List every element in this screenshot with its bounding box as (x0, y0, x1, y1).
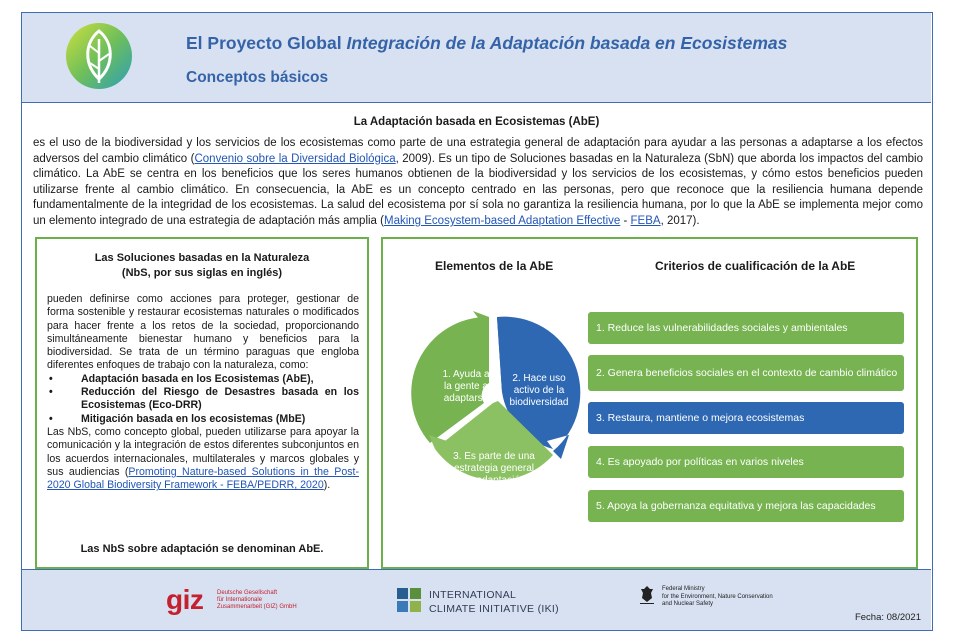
fact-sheet-frame (21, 12, 933, 631)
elements-title: Elementos de la AbE (435, 259, 554, 273)
cbd-link[interactable]: Convenio sobre la Diversidad Biológica (194, 152, 396, 165)
iki-logo-icon (397, 588, 421, 612)
elements-panel (381, 237, 918, 569)
nbs-body: pueden definirse como acciones para proteger, gestionar de forma sostenible y restaurar ecosistemas naturales o modificados para hacer frente a los retos de la sociedad, proporcionando simultáneamente bienestar humano y beneficios para la biodiversidad. Se trata de un término paraguas que engloba diferentes enfoques de trabajo con la naturaleza, como: • Adaptación basada en los Ecosistemas (AbE), • Reducción del Riesgo de Desastres basada en los Ecosistemas (Eco-DRR) • Mitigación basada en los ecosistemas (MbE) Las NbS, como concepto global, pueden utilizarse para apoyar la comunicación y la integración de estos diferentes subconjuntos en los acuerdos internacionales, multilaterales y marcos globales y sus audiencias (Promoting Nature-based Solutions in the Post-2020 Global Biodiversity Framework - FEBA/PEDRR, 2020). (47, 293, 359, 492)
list-item: • Reducción del Riesgo de Desastres basada en los Ecosistemas (Eco-DRR) (47, 386, 359, 413)
cycle-segment-label: 2. Hace uso activo de la biodiversidad (509, 373, 569, 408)
nbs-footer-note: Las NbS sobre adaptación se denominan AbE. (80, 543, 324, 555)
federal-eagle-icon (640, 584, 654, 604)
footer-banner (22, 569, 931, 630)
bmu-name: Federal Ministry for the Environment, Nature Conservation and Nuclear Safety (662, 586, 773, 607)
nbs-panel (35, 237, 369, 569)
page-subtitle: Conceptos básicos (186, 69, 329, 86)
criterion-item: 2. Genera beneficios sociales en el contexto de cambio climático (588, 355, 904, 391)
criteria-title: Criterios de cualificación de la AbE (655, 259, 856, 273)
criterion-item: 1. Reduce las vulnerabilidades sociales y ambientales (588, 312, 904, 344)
cycle-segment-label: 1. Ayuda a la gente a adaptarse (442, 369, 490, 404)
feba-report-link[interactable]: Making Ecosystem-based Adaptation Effective (383, 214, 621, 227)
criterion-item: 4. Es apoyado por políticas en varios niveles (588, 446, 904, 478)
cycle-segment-label: 3. Es parte de una estrategia general de adaptación (453, 451, 535, 486)
giz-logo: giz (166, 584, 204, 615)
criterion-item: 3. Restaura, mantiene o mejora ecosistemas (588, 402, 904, 434)
list-item: • Mitigación basada en los ecosistemas (MbE) (47, 413, 359, 426)
criterion-item: 5. Apoya la gobernanza equitativa y mejora las capacidades (588, 490, 904, 522)
nbs-title: Las Soluciones basadas en la Naturaleza (NbS, por sus siglas en inglés) (94, 252, 310, 279)
iki-name: INTERNATIONAL CLIMATE INITIATIVE (IKI) (429, 589, 559, 615)
abe-section-title: La Adaptación basada en Ecosistemas (AbE) (353, 116, 600, 128)
list-item: • Adaptación basada en los Ecosistemas (AbE), (47, 373, 359, 386)
nbs-framework-link[interactable]: Promoting Nature-based Solutions in the Post-2020 Global Biodiversity Framework - FEBA/PEDRR, 2020 (47, 465, 359, 492)
page-title: El Proyecto Global Integración de la Adaptación basada en Ecosistemas (186, 33, 788, 53)
abe-elements-cycle-diagram (403, 291, 583, 491)
date-label: Fecha: 08/2021 (854, 612, 921, 623)
nbs-list (47, 373, 359, 426)
header-banner (22, 13, 931, 103)
feba-link[interactable]: FEBA (630, 214, 661, 227)
abe-definition-text: es el uso de la biodiversidad y los servicios de los ecosistemas como parte de una estrategia general de adaptación para ayudar a las personas a adaptarse a los efectos adversos del cambio climático (Convenio sobre la Diversidad Biológica, 2009). Es un tipo de Soluciones basadas en la Naturaleza (SbN) que aborda los impactos del cambio climático. La AbE se centra en los beneficios que los seres humanos obtienen de la biodiversidad y los servicios de los ecosistemas, y cómo estos beneficios pueden utilizarse frente al cambio climático. En consecuencia, la AbE es un concepto centrado en las personas, pero que reconoce que la resiliencia humana depende fundamentalmente de la integridad de los ecosistemas. La salud del ecosistema por sí sola no garantiza la resiliencia humana, por lo que la AbE se implementa mejor como un elemento integrado de una estrategia de adaptación más amplia (Making Ecosystem-based Adaptation Effective - FEBA, 2017). (33, 137, 924, 227)
ecosystem-leaf-logo-icon (64, 21, 134, 91)
giz-name: Deutsche Gesellschaft für Internationale Zusammenarbeit (GIZ) GmbH (217, 590, 297, 610)
